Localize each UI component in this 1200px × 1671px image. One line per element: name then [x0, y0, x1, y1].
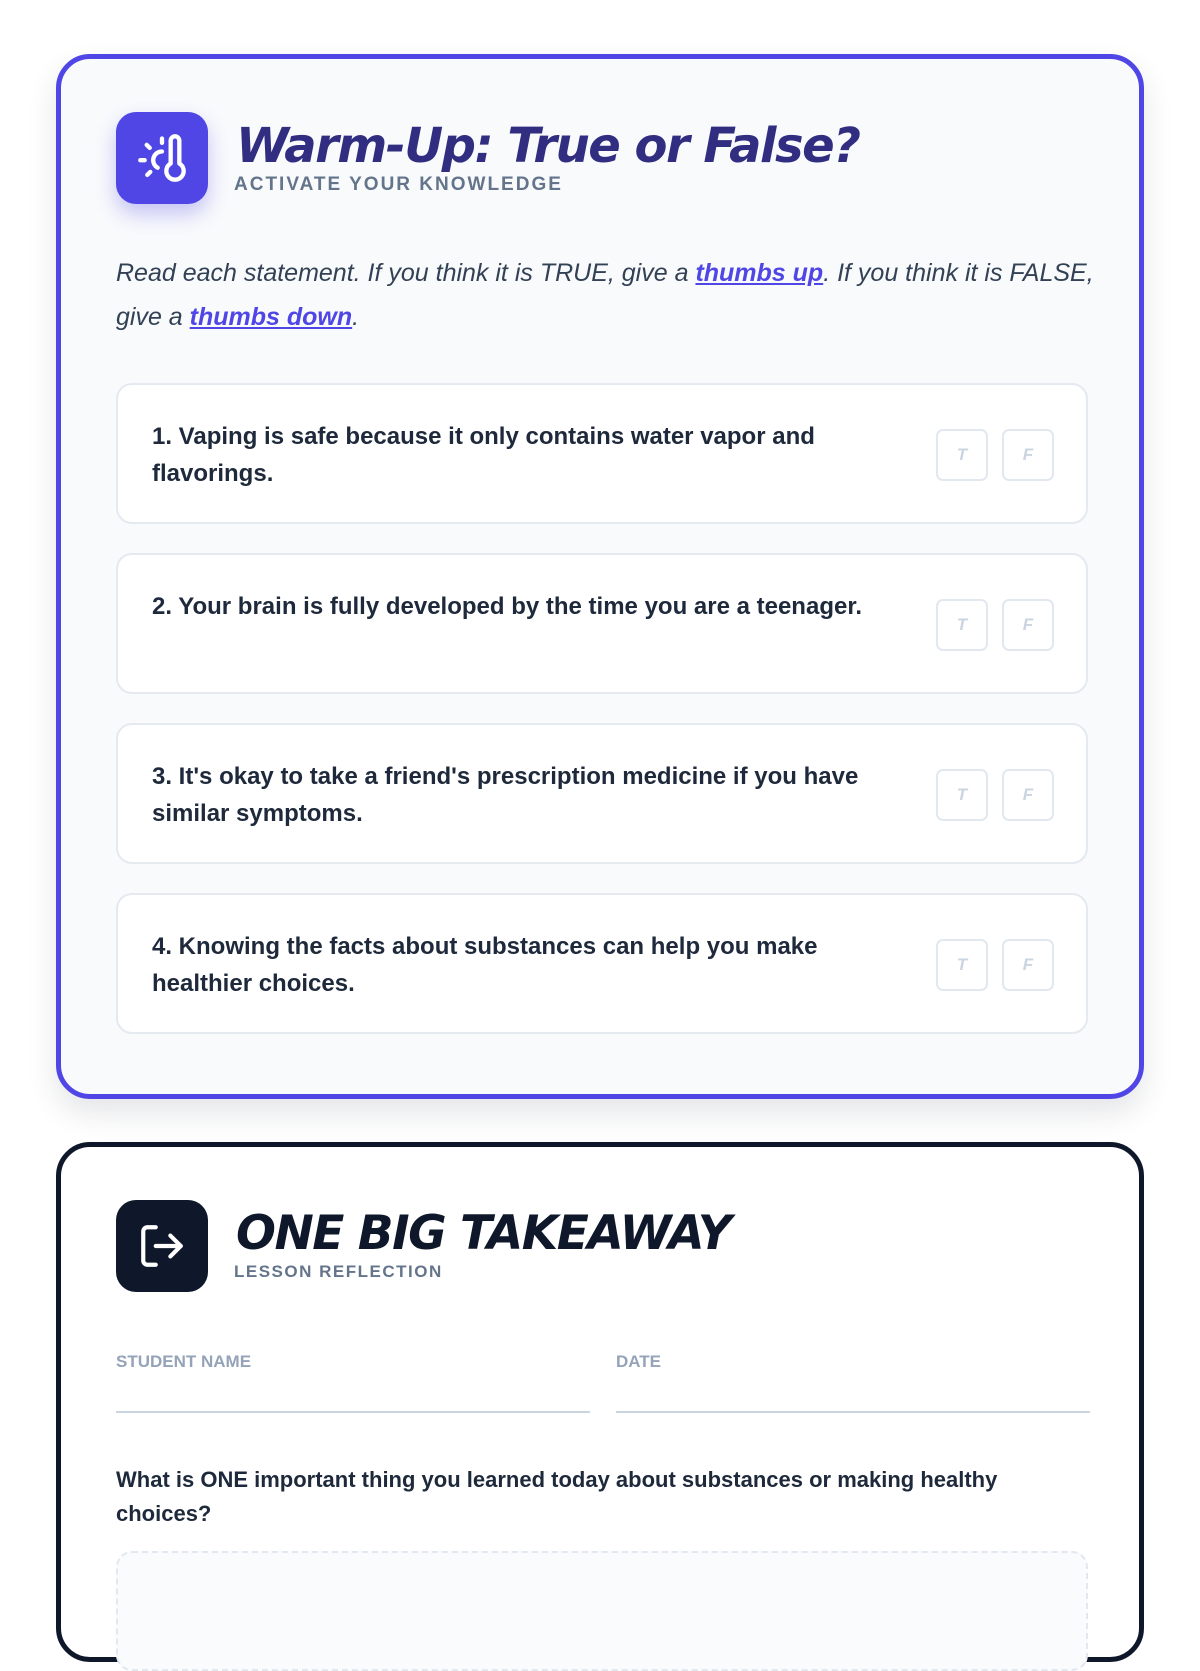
false-button[interactable]: F: [1002, 939, 1054, 991]
false-button[interactable]: F: [1002, 769, 1054, 821]
warmup-title: Warm-Up: True or False?: [236, 118, 860, 174]
false-button[interactable]: F: [1002, 429, 1054, 481]
thumbs-down-link[interactable]: thumbs down: [189, 303, 353, 331]
statement-card: [116, 723, 1088, 864]
student-name-label: STUDENT NAME: [116, 1352, 252, 1371]
false-button[interactable]: F: [1002, 599, 1054, 651]
statement-card: [116, 893, 1088, 1034]
instructions-text-2: . If you think it is FALSE, give a: [116, 259, 1094, 331]
date-label: DATE: [616, 1352, 662, 1371]
statement-text: 2. Your brain is fully developed by the time you are a teenager.: [152, 593, 863, 620]
statement-text: 3. It's okay to take a friend's prescription medicine if you have similar symptoms.: [152, 763, 859, 827]
reflection-answer-box[interactable]: [116, 1551, 1088, 1671]
true-button[interactable]: T: [936, 939, 988, 991]
statement-card: [116, 383, 1088, 524]
statement-text: 1. Vaping is safe because it only contains water vapor and flavorings.: [152, 423, 815, 487]
warmup-header: [116, 112, 859, 204]
log-out-icon: [116, 1200, 208, 1292]
reflection-question: What is ONE important thing you learned today about substances or making healthy choices?: [116, 1467, 998, 1526]
takeaway-subtitle: LESSON REFLECTION: [234, 1262, 443, 1281]
student-name-field[interactable]: [116, 1411, 590, 1413]
instructions-text-3: .: [352, 303, 360, 331]
true-button[interactable]: T: [936, 429, 988, 481]
warmup-instructions: [116, 251, 1106, 339]
warmup-subtitle: ACTIVATE YOUR KNOWLEDGE: [234, 174, 563, 195]
statement-text: 4. Knowing the facts about substances can help you make healthier choices.: [152, 933, 818, 997]
true-button[interactable]: T: [936, 769, 988, 821]
true-button[interactable]: T: [936, 599, 988, 651]
takeaway-header: [116, 1200, 730, 1292]
warmup-card: [56, 54, 1144, 1099]
statement-card: [116, 553, 1088, 694]
instructions-text-1: Read each statement. If you think it is TRUE, give a: [116, 259, 696, 287]
takeaway-card: [56, 1142, 1144, 1662]
thumbs-up-link[interactable]: thumbs up: [695, 259, 824, 287]
takeaway-title: ONE BIG TAKEAWAY: [236, 1206, 731, 1261]
date-field[interactable]: [616, 1411, 1090, 1413]
thermometer-sun-icon: [116, 112, 208, 204]
